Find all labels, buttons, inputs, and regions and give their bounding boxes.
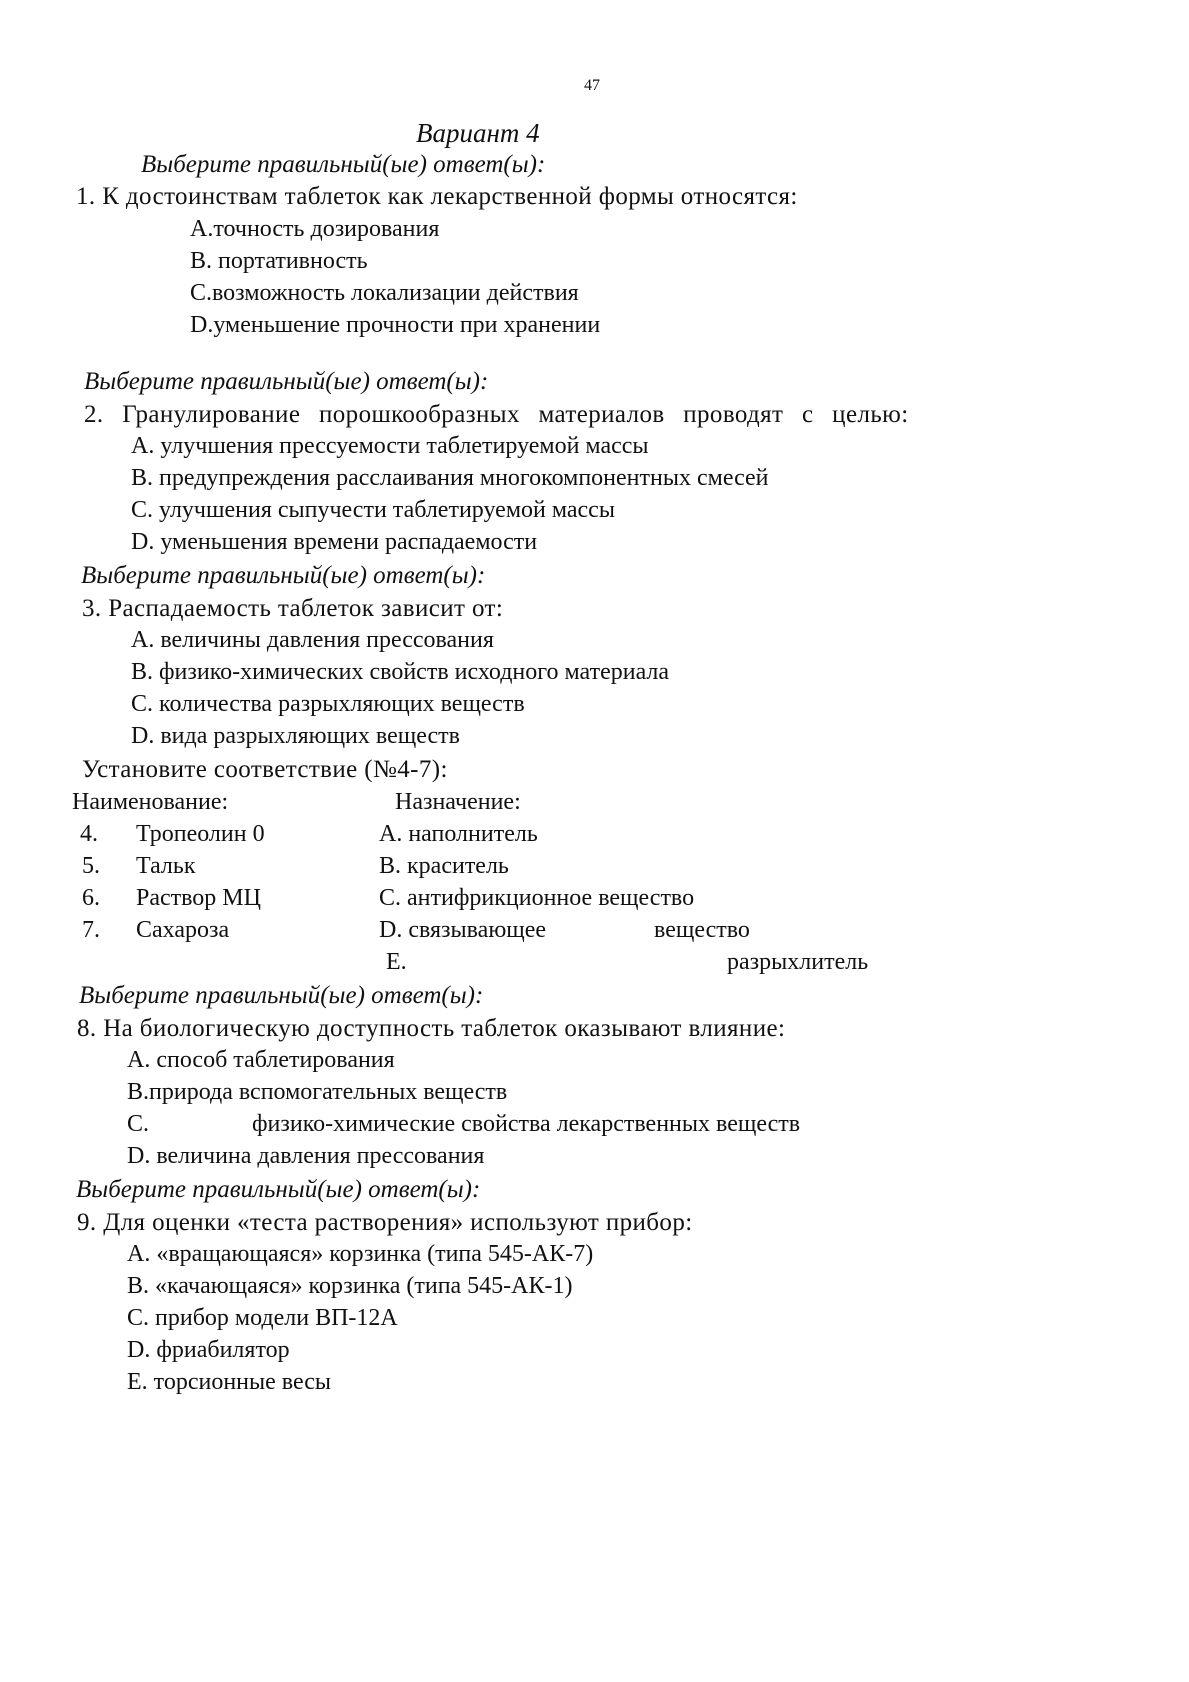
matching-row-purpose: D. связывающее <box>379 917 547 943</box>
instruction-q1: Выберите правильный(ые) ответ(ы): <box>141 151 546 178</box>
matching-row-name: Сахароза <box>136 917 230 943</box>
question-1-text: 1. К достоинствам таблеток как лекарственной формы относятся: <box>76 183 798 210</box>
matching-row-number: 4. <box>80 821 98 847</box>
instruction-q3: Выберите правильный(ые) ответ(ы): <box>81 562 486 589</box>
matching-row-purpose: C. антифрикционное вещество <box>379 885 695 911</box>
question-1-option-b: B. портативность <box>190 248 368 274</box>
matching-row-number: 5. <box>82 853 100 879</box>
matching-row-name: Тальк <box>136 853 196 879</box>
question-9-option-e: E. торсионные весы <box>127 1369 332 1395</box>
matching-right-header: Назначение: <box>395 789 521 815</box>
question-1-option-d: D.уменьшение прочности при хранении <box>190 312 601 338</box>
matching-row-number: 7. <box>82 917 100 943</box>
page-number: 47 <box>584 77 600 94</box>
matching-option-e-text: разрыхлитель <box>727 949 869 975</box>
instruction-q8: Выберите правильный(ые) ответ(ы): <box>79 982 484 1009</box>
question-3-option-c: C. количества разрыхляющих веществ <box>131 691 525 717</box>
question-2-option-c: C. улучшения сыпучести таблетируемой массы <box>131 497 615 523</box>
question-9-option-c: C. прибор модели ВП-12А <box>127 1305 398 1331</box>
question-1-option-c: C.возможность локализации действия <box>190 280 579 306</box>
variant-title: Вариант 4 <box>416 118 540 148</box>
instruction-q2: Выберите правильный(ые) ответ(ы): <box>84 368 489 395</box>
matching-row-number: 6. <box>82 885 100 911</box>
question-8-option-d: D. величина давления прессования <box>127 1143 485 1169</box>
question-9-text: 9. Для оценки «теста растворения» используют прибор: <box>77 1209 693 1236</box>
question-9-option-d: D. фриабилятор <box>127 1337 290 1363</box>
matching-left-header: Наименование: <box>72 789 229 815</box>
matching-option-e-letter: E. <box>386 949 407 975</box>
question-1-option-a: A.точность дозирования <box>190 216 440 242</box>
matching-option-d-tail: вещество <box>654 917 750 943</box>
question-8-option-b: B.природа вспомогательных веществ <box>127 1079 508 1105</box>
question-8-option-c-text: физико-химические свойства лекарственных веществ <box>252 1111 801 1137</box>
question-2-option-a: A. улучшения прессуемости таблетируемой массы <box>131 433 649 459</box>
question-9-option-b: B. «качающаяся» корзинка (типа 545-АК-1) <box>127 1273 573 1299</box>
question-2-option-d: D. уменьшения времени распадаемости <box>131 529 538 555</box>
question-8-option-c: C. <box>127 1111 150 1137</box>
question-2-text: 2. Гранулирование порошкообразных материалов проводят с целью: <box>84 401 909 428</box>
instruction-q9: Выберите правильный(ые) ответ(ы): <box>76 1176 481 1203</box>
question-8-option-a: A. способ таблетирования <box>127 1047 395 1073</box>
matching-row-purpose: A. наполнитель <box>379 821 538 847</box>
question-3-option-a: A. величины давления прессования <box>131 627 494 653</box>
question-3-text: 3. Распадаемость таблеток зависит от: <box>82 595 504 622</box>
question-2-option-b: B. предупреждения расслаивания многокомпонентных смесей <box>131 465 769 491</box>
matching-row-name: Раствор МЦ <box>136 885 261 911</box>
question-9-option-a: A. «вращающаяся» корзинка (типа 545-АК-7) <box>127 1241 594 1267</box>
matching-heading: Установите соответствие (№4-7): <box>82 756 448 783</box>
matching-row-purpose: B. краситель <box>379 853 509 879</box>
question-8-text: 8. На биологическую доступность таблеток оказывают влияние: <box>77 1015 786 1042</box>
question-3-option-d: D. вида разрыхляющих веществ <box>131 723 460 749</box>
matching-row-name: Тропеолин 0 <box>136 821 265 847</box>
question-3-option-b: B. физико-химических свойств исходного материала <box>131 659 670 685</box>
